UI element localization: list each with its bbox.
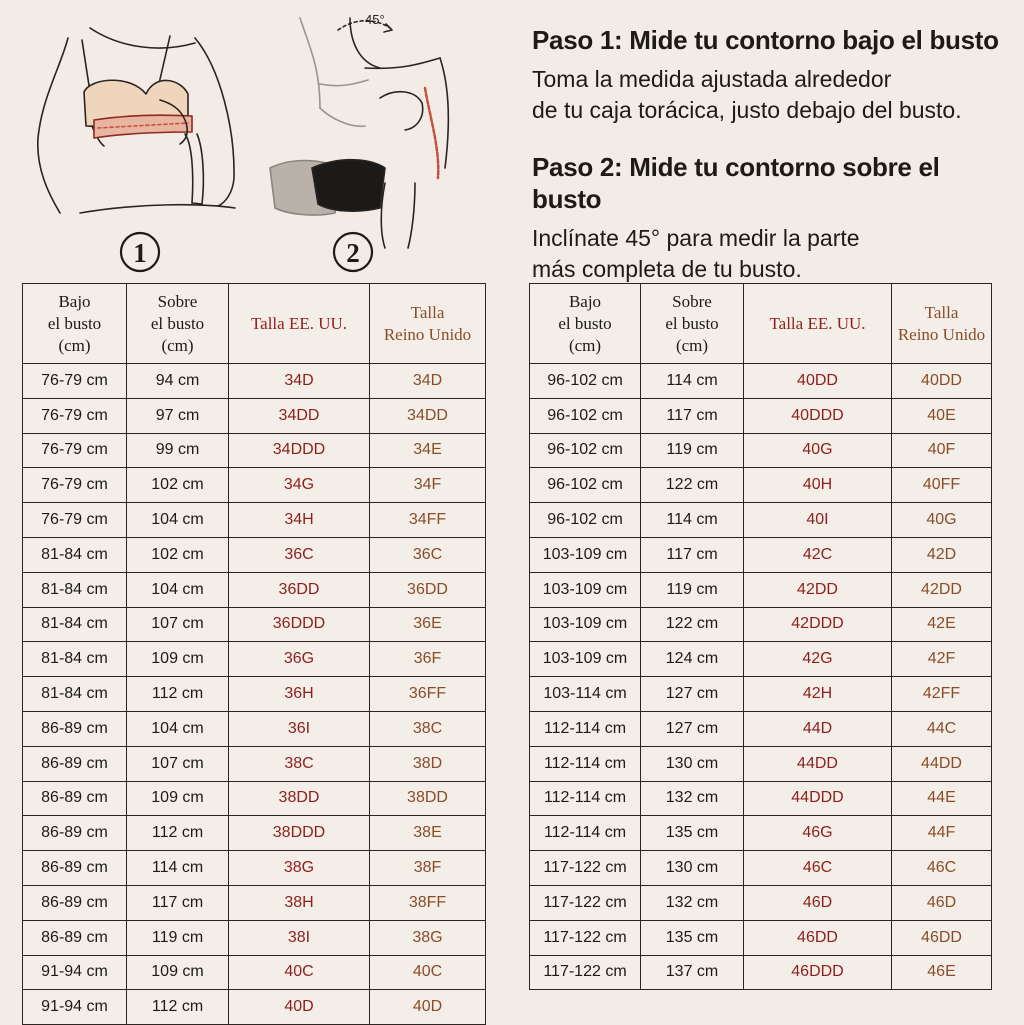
underbust-cell: 96-102 cm xyxy=(530,398,641,433)
us-size-cell: 46DDD xyxy=(744,955,892,990)
table-row xyxy=(530,468,992,503)
uk-size-cell: 42F xyxy=(892,642,992,677)
overbust-cell: 109 cm xyxy=(127,955,229,990)
table-row xyxy=(530,711,992,746)
uk-size-cell: 40FF xyxy=(892,468,992,503)
table-row xyxy=(23,537,486,572)
table-row xyxy=(23,990,486,1025)
table-row xyxy=(23,607,486,642)
us-size-cell: 46DD xyxy=(744,920,892,955)
underbust-cell: 91-94 cm xyxy=(23,955,127,990)
uk-size-cell: 44F xyxy=(892,816,992,851)
uk-size-cell: 40DD xyxy=(892,364,992,399)
underbust-cell: 96-102 cm xyxy=(530,433,641,468)
uk-size-cell: 42D xyxy=(892,537,992,572)
table-row xyxy=(530,816,992,851)
overbust-cell: 102 cm xyxy=(127,537,229,572)
us-size-cell: 46G xyxy=(744,816,892,851)
overbust-cell: 119 cm xyxy=(127,920,229,955)
overbust-cell: 104 cm xyxy=(127,503,229,538)
overbust-figure-icon xyxy=(270,18,448,248)
table-row xyxy=(23,398,486,433)
underbust-cell: 76-79 cm xyxy=(23,398,127,433)
uk-size-cell: 46D xyxy=(892,885,992,920)
us-size-cell: 42H xyxy=(744,677,892,712)
us-size-cell: 38DD xyxy=(229,781,370,816)
table-row xyxy=(23,364,486,399)
underbust-cell: 76-79 cm xyxy=(23,503,127,538)
table-header-row xyxy=(530,284,992,364)
us-size-cell: 34H xyxy=(229,503,370,538)
us-size-cell: 36H xyxy=(229,677,370,712)
uk-size-cell: 34D xyxy=(370,364,486,399)
table-row xyxy=(530,398,992,433)
underbust-cell: 103-109 cm xyxy=(530,572,641,607)
underbust-cell: 76-79 cm xyxy=(23,433,127,468)
table-row xyxy=(530,642,992,677)
size-table-left xyxy=(22,283,486,1025)
underbust-cell: 86-89 cm xyxy=(23,851,127,886)
size-table-right xyxy=(529,283,992,990)
table-row xyxy=(23,468,486,503)
table-row xyxy=(530,677,992,712)
table-row xyxy=(23,816,486,851)
overbust-cell: 132 cm xyxy=(641,781,744,816)
overbust-cell: 124 cm xyxy=(641,642,744,677)
overbust-cell: 117 cm xyxy=(641,398,744,433)
uk-size-cell: 42FF xyxy=(892,677,992,712)
step1-marker xyxy=(121,233,159,271)
table-row xyxy=(530,851,992,886)
underbust-cell: 81-84 cm xyxy=(23,607,127,642)
uk-size-cell: 38G xyxy=(370,920,486,955)
step1-title: Paso 1: Mide tu contorno bajo el busto xyxy=(532,25,999,55)
underbust-cell: 96-102 cm xyxy=(530,468,641,503)
us-size-cell: 46D xyxy=(744,885,892,920)
table-row xyxy=(23,642,486,677)
us-size-cell: 36I xyxy=(229,711,370,746)
underbust-cell: 112-114 cm xyxy=(530,711,641,746)
overbust-cell: 94 cm xyxy=(127,364,229,399)
us-size-cell: 36G xyxy=(229,642,370,677)
overbust-cell: 135 cm xyxy=(641,816,744,851)
overbust-cell: 119 cm xyxy=(641,572,744,607)
table-row xyxy=(23,746,486,781)
instructions xyxy=(532,24,1012,285)
overbust-cell: 135 cm xyxy=(641,920,744,955)
overbust-cell: 104 cm xyxy=(127,572,229,607)
overbust-cell: 122 cm xyxy=(641,468,744,503)
table-header-row xyxy=(23,284,486,364)
us-size-cell: 40H xyxy=(744,468,892,503)
uk-size-cell: 44C xyxy=(892,711,992,746)
uk-size-cell: 40E xyxy=(892,398,992,433)
overbust-cell: 130 cm xyxy=(641,851,744,886)
angle-label: 45° xyxy=(365,12,385,27)
us-size-cell: 44DDD xyxy=(744,781,892,816)
overbust-cell: 122 cm xyxy=(641,607,744,642)
uk-size-cell: 36C xyxy=(370,537,486,572)
underbust-cell: 103-109 cm xyxy=(530,537,641,572)
uk-size-cell: 36E xyxy=(370,607,486,642)
overbust-cell: 109 cm xyxy=(127,642,229,677)
uk-size-cell: 34DD xyxy=(370,398,486,433)
us-size-cell: 42DDD xyxy=(744,607,892,642)
uk-size-cell: 38F xyxy=(370,851,486,886)
us-size-cell: 36DDD xyxy=(229,607,370,642)
us-size-cell: 44D xyxy=(744,711,892,746)
step2-desc-line: más completa de tu busto. xyxy=(532,256,802,282)
table-row xyxy=(530,955,992,990)
underbust-cell: 103-109 cm xyxy=(530,607,641,642)
uk-size-cell: 34FF xyxy=(370,503,486,538)
table-row xyxy=(530,607,992,642)
step2-marker xyxy=(334,233,372,271)
table-row xyxy=(23,503,486,538)
us-size-cell: 40D xyxy=(229,990,370,1025)
col-header-overbust: Sobre el busto (cm) xyxy=(641,284,744,364)
table-row xyxy=(530,885,992,920)
us-size-cell: 38G xyxy=(229,851,370,886)
us-size-cell: 40DDD xyxy=(744,398,892,433)
us-size-cell: 44DD xyxy=(744,746,892,781)
table-row xyxy=(530,433,992,468)
underbust-figure-icon xyxy=(38,28,235,213)
col-header-underbust: Bajo el busto (cm) xyxy=(23,284,127,364)
underbust-cell: 81-84 cm xyxy=(23,572,127,607)
overbust-cell: 102 cm xyxy=(127,468,229,503)
col-header-uk-size: Talla Reino Unido xyxy=(370,284,486,364)
table-row xyxy=(530,364,992,399)
underbust-cell: 117-122 cm xyxy=(530,920,641,955)
us-size-cell: 38H xyxy=(229,885,370,920)
overbust-cell: 117 cm xyxy=(641,537,744,572)
us-size-cell: 38I xyxy=(229,920,370,955)
table-row xyxy=(23,433,486,468)
underbust-cell: 117-122 cm xyxy=(530,955,641,990)
underbust-cell: 117-122 cm xyxy=(530,851,641,886)
uk-size-cell: 44DD xyxy=(892,746,992,781)
us-size-cell: 34G xyxy=(229,468,370,503)
col-header-us-size: Talla EE. UU. xyxy=(744,284,892,364)
underbust-cell: 112-114 cm xyxy=(530,816,641,851)
overbust-cell: 114 cm xyxy=(641,503,744,538)
underbust-cell: 86-89 cm xyxy=(23,781,127,816)
uk-size-cell: 36F xyxy=(370,642,486,677)
uk-size-cell: 44E xyxy=(892,781,992,816)
uk-size-cell: 40D xyxy=(370,990,486,1025)
underbust-cell: 112-114 cm xyxy=(530,746,641,781)
underbust-cell: 112-114 cm xyxy=(530,781,641,816)
measuring-illustration xyxy=(20,8,500,278)
us-size-cell: 42DD xyxy=(744,572,892,607)
overbust-cell: 112 cm xyxy=(127,816,229,851)
underbust-cell: 76-79 cm xyxy=(23,468,127,503)
table-row xyxy=(23,955,486,990)
underbust-cell: 91-94 cm xyxy=(23,990,127,1025)
step2-desc-line: Inclínate 45° para medir la parte xyxy=(532,225,860,251)
table-row xyxy=(23,885,486,920)
uk-size-cell: 46DD xyxy=(892,920,992,955)
uk-size-cell: 38C xyxy=(370,711,486,746)
underbust-cell: 81-84 cm xyxy=(23,642,127,677)
underbust-cell: 86-89 cm xyxy=(23,816,127,851)
overbust-cell: 127 cm xyxy=(641,711,744,746)
overbust-cell: 117 cm xyxy=(127,885,229,920)
table-row xyxy=(23,920,486,955)
us-size-cell: 38C xyxy=(229,746,370,781)
table-row xyxy=(23,572,486,607)
us-size-cell: 34D xyxy=(229,364,370,399)
us-size-cell: 42C xyxy=(744,537,892,572)
table-row xyxy=(23,711,486,746)
uk-size-cell: 38FF xyxy=(370,885,486,920)
svg-text:2: 2 xyxy=(346,238,360,268)
overbust-cell: 109 cm xyxy=(127,781,229,816)
underbust-cell: 96-102 cm xyxy=(530,503,641,538)
overbust-cell: 130 cm xyxy=(641,746,744,781)
uk-size-cell: 42DD xyxy=(892,572,992,607)
us-size-cell: 40I xyxy=(744,503,892,538)
step1-desc-line: Toma la medida ajustada alrededor xyxy=(532,66,892,92)
us-size-cell: 40G xyxy=(744,433,892,468)
us-size-cell: 40DD xyxy=(744,364,892,399)
us-size-cell: 42G xyxy=(744,642,892,677)
table-row xyxy=(530,781,992,816)
overbust-cell: 112 cm xyxy=(127,990,229,1025)
table-row xyxy=(530,537,992,572)
overbust-cell: 97 cm xyxy=(127,398,229,433)
underbust-cell: 103-109 cm xyxy=(530,642,641,677)
us-size-cell: 46C xyxy=(744,851,892,886)
overbust-cell: 114 cm xyxy=(641,364,744,399)
uk-size-cell: 34F xyxy=(370,468,486,503)
table-row xyxy=(530,503,992,538)
underbust-cell: 81-84 cm xyxy=(23,537,127,572)
uk-size-cell: 36DD xyxy=(370,572,486,607)
underbust-cell: 86-89 cm xyxy=(23,711,127,746)
underbust-cell: 86-89 cm xyxy=(23,746,127,781)
table-row xyxy=(23,851,486,886)
uk-size-cell: 38D xyxy=(370,746,486,781)
underbust-cell: 86-89 cm xyxy=(23,920,127,955)
uk-size-cell: 34E xyxy=(370,433,486,468)
col-header-us-size: Talla EE. UU. xyxy=(229,284,370,364)
table-row xyxy=(23,781,486,816)
step2-title: Paso 2: Mide tu contorno sobre el busto xyxy=(532,152,940,214)
table-row xyxy=(530,572,992,607)
underbust-cell: 103-114 cm xyxy=(530,677,641,712)
overbust-cell: 112 cm xyxy=(127,677,229,712)
overbust-cell: 104 cm xyxy=(127,711,229,746)
uk-size-cell: 42E xyxy=(892,607,992,642)
col-header-underbust: Bajo el busto (cm) xyxy=(530,284,641,364)
overbust-cell: 107 cm xyxy=(127,746,229,781)
us-size-cell: 36C xyxy=(229,537,370,572)
col-header-overbust: Sobre el busto (cm) xyxy=(127,284,229,364)
step1-description xyxy=(532,64,1012,126)
uk-size-cell: 40G xyxy=(892,503,992,538)
us-size-cell: 36DD xyxy=(229,572,370,607)
uk-size-cell: 46C xyxy=(892,851,992,886)
overbust-cell: 132 cm xyxy=(641,885,744,920)
overbust-cell: 137 cm xyxy=(641,955,744,990)
table-row xyxy=(530,746,992,781)
step2-description xyxy=(532,223,1012,285)
us-size-cell: 38DDD xyxy=(229,816,370,851)
underbust-cell: 76-79 cm xyxy=(23,364,127,399)
uk-size-cell: 46E xyxy=(892,955,992,990)
us-size-cell: 34DD xyxy=(229,398,370,433)
table-row xyxy=(530,920,992,955)
uk-size-cell: 38E xyxy=(370,816,486,851)
uk-size-cell: 40C xyxy=(370,955,486,990)
overbust-cell: 127 cm xyxy=(641,677,744,712)
overbust-cell: 107 cm xyxy=(127,607,229,642)
us-size-cell: 34DDD xyxy=(229,433,370,468)
overbust-cell: 99 cm xyxy=(127,433,229,468)
step1-desc-line: de tu caja torácica, justo debajo del busto. xyxy=(532,97,962,123)
col-header-uk-size: Talla Reino Unido xyxy=(892,284,992,364)
table-row xyxy=(23,677,486,712)
uk-size-cell: 38DD xyxy=(370,781,486,816)
svg-text:1: 1 xyxy=(133,238,147,268)
uk-size-cell: 40F xyxy=(892,433,992,468)
underbust-cell: 96-102 cm xyxy=(530,364,641,399)
underbust-cell: 81-84 cm xyxy=(23,677,127,712)
overbust-cell: 119 cm xyxy=(641,433,744,468)
overbust-cell: 114 cm xyxy=(127,851,229,886)
underbust-cell: 117-122 cm xyxy=(530,885,641,920)
underbust-cell: 86-89 cm xyxy=(23,885,127,920)
us-size-cell: 40C xyxy=(229,955,370,990)
uk-size-cell: 36FF xyxy=(370,677,486,712)
